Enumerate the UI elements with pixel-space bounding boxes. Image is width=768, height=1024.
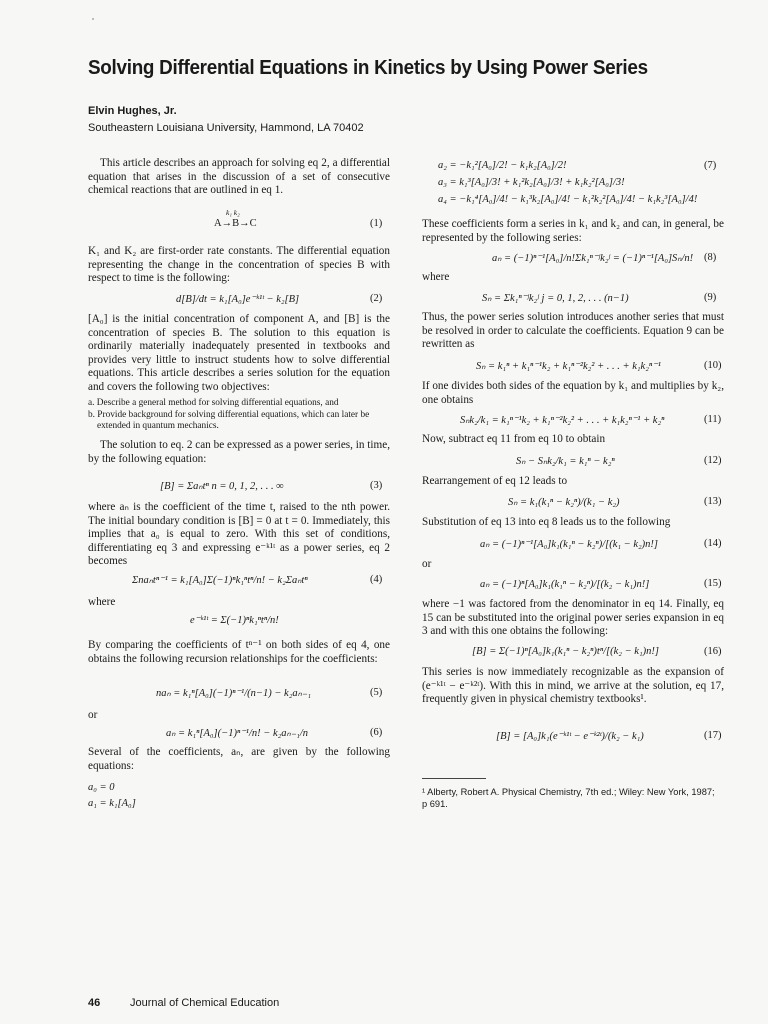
eq1-rate-labels: k₁ k₂ xyxy=(226,208,240,217)
equation-7-a4: a₄ = −k₁⁴[A₀]/4! − k₁³k₂[A₀]/4! − k₁²k₂²[A₀]/4! − k₁k₂³[A₀]/4! xyxy=(438,194,698,205)
list-item: a. Describe a general method for solving differential equations, and xyxy=(88,398,339,408)
equation-1-number: (1) xyxy=(370,218,383,229)
equation-a1: a₁ = k₁[A₀] xyxy=(88,798,136,809)
equation-17-number: (17) xyxy=(704,730,722,741)
equation-8-number: (8) xyxy=(704,252,717,263)
equation-15: aₙ = (−1)ⁿ[A₀]k₁(k₁ⁿ − k₂ⁿ)/[(k₂ − k₁)n!] xyxy=(480,579,650,590)
paragraph-another-series: Thus, the power series solution introduces another series that must be resolved in order to calculate the coefficients. Equation 9 can be rewritten as xyxy=(422,311,724,351)
paragraph-power-series: The solution to eq. 2 can be expressed as a power series, in time, by the following equation: xyxy=(88,439,390,465)
equation-14: aₙ = (−1)ⁿ⁻¹[A₀]k₁(k₁ⁿ − k₂ⁿ)/[(k₁ − k₂)n!] xyxy=(480,539,658,550)
equation-14-number: (14) xyxy=(704,538,722,549)
paragraph-substitution: Substitution of eq 13 into eq 8 leads us to the following xyxy=(422,516,671,528)
equation-12-number: (12) xyxy=(704,455,722,466)
paragraph-rearrangement: Rearrangement of eq 12 leads to xyxy=(422,475,568,487)
paragraph-intro: This article describes an approach for solving eq 2, a differential equation that arises in the discussion of a set of consecutive chemical reactions that are outlined in eq 1. xyxy=(88,157,390,197)
equation-17: [B] = [A₀]k₁(e⁻ᵏ¹ᵗ − e⁻ᵏ²ᵗ)/(k₂ − k₁) xyxy=(496,731,644,742)
page-number: 46 xyxy=(88,997,101,1009)
objectives-list xyxy=(88,398,390,434)
footnote: ¹ Alberty, Robert A. Physical Chemistry, 7th ed.; Wiley: New York, 1987; p 691. xyxy=(422,787,715,809)
equation-2: d[B]/dt = k₁[A₀]e⁻ᵏ¹ᵗ − k₂[B] xyxy=(176,294,300,305)
paragraph-coefficients-list: Several of the coefficients, aₙ, are given by the following equations: xyxy=(88,746,390,772)
paragraph-subtract: Now, subtract eq 11 from eq 10 to obtain xyxy=(422,433,606,445)
paragraph-coefficient: where aₙ is the coefficient of the time t, raised to the nth power. The initial boundary condition is [B] = 0 at t = 0. Immediately, this implies that a₀ is equal to zero. With this set of conditions, differentiating eq 3 and expressing e⁻ᵏ¹ᵗ as a power series, eq 2 becomes xyxy=(88,501,390,568)
paragraph-series-form: These coefficients form a series in k₁ and k₂ and can, in general, be represented by the following series: xyxy=(422,218,724,244)
where-label: where xyxy=(88,596,116,608)
equation-5: naₙ = k₁ⁿ[A₀](−1)ⁿ⁻¹/(n−1) − k₂aₙ₋₁ xyxy=(156,688,311,699)
author-name: Elvin Hughes, Jr. xyxy=(88,105,177,117)
equation-a0: a₀ = 0 xyxy=(88,782,115,793)
equation-16: [B] = Σ(−1)ⁿ[A₀]k₁(k₁ⁿ − k₂ⁿ)tⁿ/[(k₂ − k₁)n!] xyxy=(472,646,659,657)
paragraph-rate-constants: K₁ and K₂ are first-order rate constants. The differential equation representing the change in the concentration of species B with respect to time is the following: xyxy=(88,245,390,285)
scan-speck xyxy=(92,18,94,20)
equation-5-number: (5) xyxy=(370,687,383,698)
paragraph-recursion: By comparing the coefficients of tⁿ⁻¹ on both sides of eq 4, one obtains the following recursion relationships for the coefficients: xyxy=(88,639,390,665)
equation-8: aₙ = (−1)ⁿ⁻¹[A₀]/n!Σk₁ⁿ⁻ʲk₂ʲ = (−1)ⁿ⁻¹[A₀]Sₙ/n! xyxy=(492,253,694,264)
equation-15-number: (15) xyxy=(704,578,722,589)
or-label: or xyxy=(422,558,432,570)
equation-7-number: (7) xyxy=(704,160,717,171)
paragraph-divide: If one divides both sides of the equation by k₁ and multiplies by k₂, one obtains xyxy=(422,380,724,406)
equation-7-a2: a₂ = −k₁²[A₀]/2! − k₁k₂[A₀]/2! xyxy=(438,160,567,171)
equation-3-number: (3) xyxy=(370,480,383,491)
equation-6-number: (6) xyxy=(370,727,383,738)
paragraph-factored: where −1 was factored from the denominator in eq 14. Finally, eq 15 can be substituted into the original power series expansion in eq 3 and with this one obtains the following: xyxy=(422,598,724,638)
equation-exponential-series: e⁻ᵏ¹ᵗ = Σ(−1)ⁿk₁ⁿtⁿ/n! xyxy=(190,615,279,626)
equation-10: Sₙ = k₁ⁿ + k₁ⁿ⁻¹k₂ + k₁ⁿ⁻²k₂² + . . . + k₁k₂ⁿ⁻¹ xyxy=(476,361,661,372)
article-title: Solving Differential Equations in Kinetics by Using Power Series xyxy=(88,56,648,79)
equation-4-number: (4) xyxy=(370,574,383,585)
equation-1: A→B→C xyxy=(214,218,257,229)
equation-10-number: (10) xyxy=(704,360,722,371)
or-label: or xyxy=(88,709,98,721)
equation-3: [B] = Σaₙtⁿ n = 0, 1, 2, . . . ∞ xyxy=(160,481,284,492)
list-item: b. Provide background for solving differential equations, which can later be extended in quantum mechanics. xyxy=(88,410,370,432)
paragraph-initial-concentration: [A₀] is the initial concentration of component A, and [B] is the concentration of species B. The solution to this equation is ordinarily materially inadequately presented in textbooks and provides very little to instruct students how to solve differential equations. This article describes a series solution for the equation and covers the following two objectives: xyxy=(88,313,390,393)
equation-13-number: (13) xyxy=(704,496,722,507)
equation-6: aₙ = k₁ⁿ[A₀](−1)ⁿ⁻¹/n! − k₂aₙ₋₁/n xyxy=(166,728,309,739)
footnote-divider xyxy=(422,778,486,779)
equation-9-number: (9) xyxy=(704,292,717,303)
equation-12: Sₙ − Sₙk₂/k₁ = k₁ⁿ − k₂ⁿ xyxy=(516,456,615,467)
equation-2-number: (2) xyxy=(370,293,383,304)
journal-name: Journal of Chemical Education xyxy=(130,997,280,1009)
equation-9: Sₙ = Σk₁ⁿ⁻ʲk₂ʲ j = 0, 1, 2, . . . (n−1) xyxy=(482,293,629,304)
equation-13: Sₙ = k₁(k₁ⁿ − k₂ⁿ)/(k₁ − k₂) xyxy=(508,497,620,508)
equation-11-number: (11) xyxy=(704,414,722,425)
equation-11: Sₙk₂/k₁ = k₁ⁿ⁻¹k₂ + k₁ⁿ⁻²k₂² + . . . + k₁k₂ⁿ⁻¹ + k₂ⁿ xyxy=(460,415,665,426)
author-affiliation: Southeastern Louisiana University, Hammond, LA 70402 xyxy=(88,122,364,134)
equation-4: Σnaₙtⁿ⁻¹ = k₁[A₀]Σ(−1)ⁿk₁ⁿtⁿ/n! − k₂Σaₙtⁿ xyxy=(132,575,308,586)
equation-16-number: (16) xyxy=(704,646,722,657)
where-label: where xyxy=(422,271,450,283)
paragraph-recognizable: This series is now immediately recognizable as the expansion of (e⁻ᵏ¹ᵗ − e⁻ᵏ²ᵗ). With this in mind, we arrive at the solution, eq 17, frequently given in physical chemistry textbooks¹. xyxy=(422,666,724,706)
equation-7-a3: a₃ = k₁³[A₀]/3! + k₁²k₂[A₀]/3! + k₁k₂²[A₀]/3! xyxy=(438,177,625,188)
